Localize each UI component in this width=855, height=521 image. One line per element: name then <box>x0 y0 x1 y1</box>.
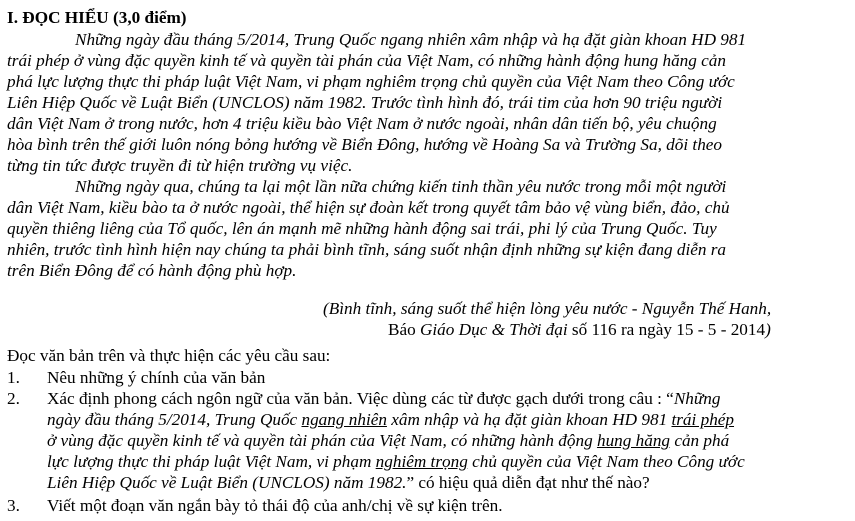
quote-text: cản phá <box>670 431 730 450</box>
quote-text: lực lượng thực thi pháp luật Việt Nam, vi phạm <box>47 452 376 471</box>
source-close-paren: ) <box>765 320 771 339</box>
question-2-line-5 <box>0 472 855 493</box>
underlined-word-trai-phep: trái phép <box>671 410 735 429</box>
question-3 <box>0 495 855 516</box>
question-2-line-3 <box>0 430 855 451</box>
quote-text: xâm nhập và hạ đặt giàn khoan HD 981 <box>386 410 672 429</box>
passage-p1-line-1: Những ngày đầu tháng 5/2014, Trung Quốc ngang nhiên xâm nhập và hạ đặt giàn khoan HD 981 <box>75 30 747 49</box>
question-1-text: Nêu những ý chính của văn bản <box>47 368 266 387</box>
passage-p1-line-7: từng tin tức được truyền đi từ hiện trường vụ việc. <box>7 156 353 175</box>
question-2-line-1 <box>0 388 855 409</box>
passage-p1-line-2: trái phép ở vùng đặc quyền kinh tế và quyền tài phán của Việt Nam, có những hành động hung hăng cản <box>7 51 726 70</box>
question-1-number: 1. <box>7 368 20 387</box>
source-line-1: (Bình tĩnh, sáng suốt thể hiện lòng yêu nước - Nguyễn Thế Hanh, <box>323 299 772 318</box>
question-2-prompt: Xác định phong cách ngôn ngữ của văn bản. Việc dùng các từ được gạch dưới trong câu : “ <box>47 389 674 408</box>
source-prefix: Báo <box>388 320 420 339</box>
question-2-line-2 <box>0 409 855 430</box>
passage-p1-line-6: hòa bình trên thế giới luôn nóng bỏng hướng về Biển Đông, hướng về Hoàng Sa và Trường Sa, dõi theo <box>7 135 723 154</box>
quote-start: Những <box>673 389 721 408</box>
section-heading: I. ĐỌC HIỂU (3,0 điểm) <box>7 8 187 27</box>
passage-p2-line-2: dân Việt Nam, kiều bào ta ở nước ngoài, thể hiện sự đoàn kết trong quyết tâm bảo vệ vùng biển, đảo, chủ <box>7 198 730 217</box>
passage-p1-line-5: dân Việt Nam ở trong nước, hơn 4 triệu kiều bào Việt Nam ở nước ngoài, nhân dân tiến bộ, yêu chuộng <box>7 114 717 133</box>
passage-p2-line-1: Những ngày qua, chúng ta lại một lần nữa chứng kiến tinh thần yêu nước trong mỗi một người <box>75 177 727 196</box>
instruction-text: Đọc văn bản trên và thực hiện các yêu cầu sau: <box>7 346 331 365</box>
source-newspaper: Giáo Dục & Thời đại <box>419 320 568 339</box>
question-2-line-4 <box>0 451 855 472</box>
source-line-2 <box>388 319 855 340</box>
question-3-number: 3. <box>7 496 20 515</box>
quote-text: chủ quyền của Việt Nam theo Công ước <box>467 452 745 471</box>
underlined-word-nghiem-trong: nghiêm trọng <box>375 452 468 471</box>
passage-p2-line-3: quyền thiêng liêng của Tổ quốc, lên án mạnh mẽ những hành động sai trái, phi lý của Trung Quốc. Tuy <box>7 219 717 238</box>
underlined-word-ngang-nhien: ngang nhiên <box>301 410 387 429</box>
source-issue: số 116 ra ngày 15 - 5 - 2014 <box>567 320 766 339</box>
passage-p1-line-3: phá lực lượng thực thi pháp luật Việt Nam, vi phạm nghiêm trọng chủ quyền của Việt Nam theo Công ước <box>7 72 735 91</box>
passage-p2-line-5: trên Biển Đông để có hành động phù hợp. <box>7 261 297 280</box>
question-2-number: 2. <box>7 389 20 408</box>
passage-p2-line-4: nhiên, trước tình hình hiện nay chúng ta phải bình tĩnh, sáng suốt nhận định những sự kiện đang diễn ra <box>7 240 727 259</box>
quote-end: Liên Hiệp Quốc về Luật Biển (UNCLOS) năm 1982. <box>47 473 407 492</box>
question-1 <box>0 367 855 388</box>
quote-text: ở vùng đặc quyền kinh tế và quyền tài phán của Việt Nam, có những hành động <box>47 431 597 450</box>
question-3-text: Viết một đoạn văn ngắn bày tỏ thái độ của anh/chị về sự kiện trên. <box>47 496 503 515</box>
question-2-ask: ” có hiệu quả diễn đạt như thế nào? <box>406 473 650 492</box>
quote-text: ngày đầu tháng 5/2014, Trung Quốc <box>47 410 302 429</box>
passage-p1-line-4: Liên Hiệp Quốc về Luật Biển (UNCLOS) năm 1982. Trước tình hình đó, trái tim của hơn 90 triệu người <box>7 93 723 112</box>
underlined-word-hung-hang: hung hăng <box>596 431 671 450</box>
